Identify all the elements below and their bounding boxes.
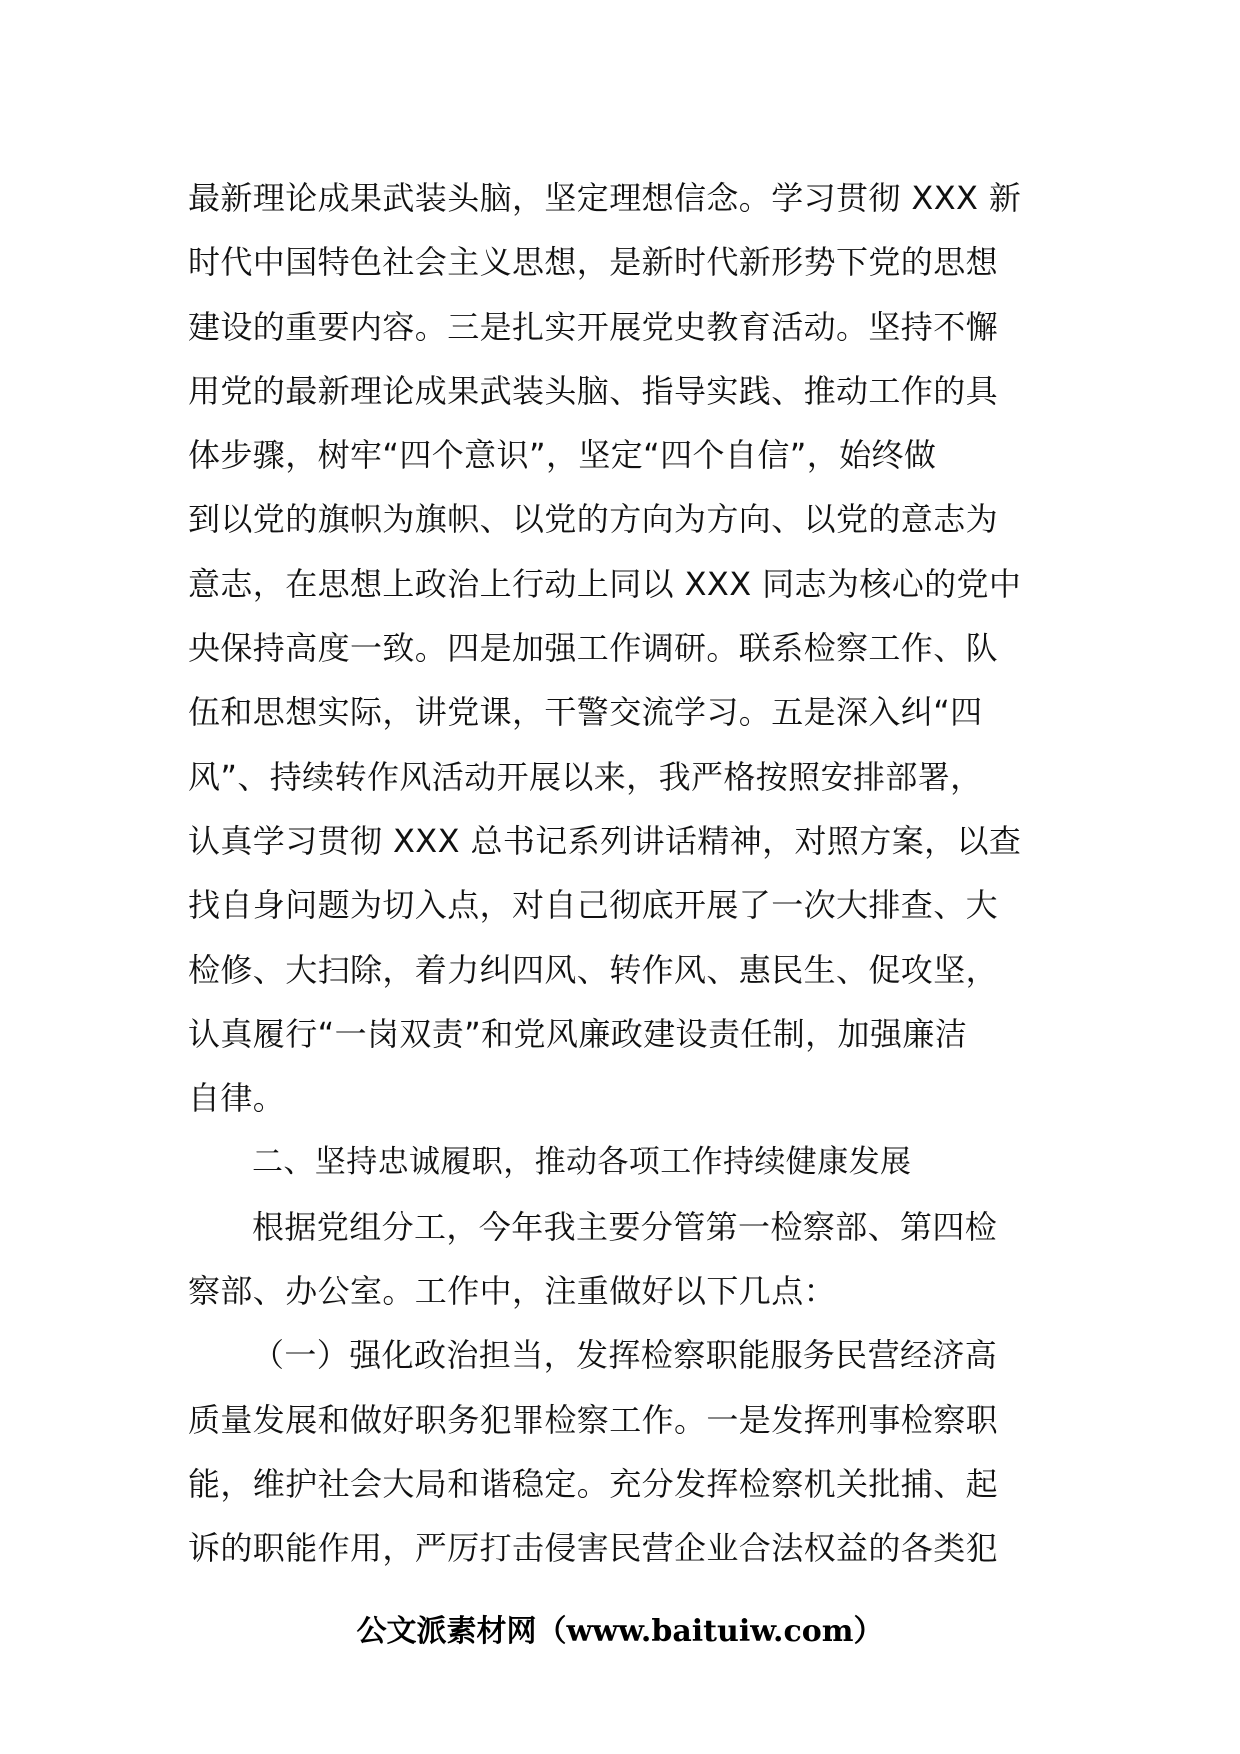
- document-body: [188, 166, 1058, 1581]
- text-line: 根据党组分工，今年我主要分管第一检察部、第四检: [252, 1207, 998, 1246]
- text-line: 找自身问题为切入点，对自己彻底开展了一次大排查、大: [188, 886, 999, 925]
- text-line: 察部、办公室。工作中，注重做好以下几点：: [188, 1272, 837, 1311]
- text-line: 最新理论成果武装头脑，坚定理想信念。学习贯彻 XXX 新: [188, 179, 1022, 217]
- text-line: 央保持高度一致。四是加强工作调研。联系检察工作、队: [188, 629, 999, 668]
- text-line: 能，维护社会大局和谐稳定。充分发挥检察机关批捕、起: [188, 1464, 999, 1503]
- text-line: 诉的职能作用，严厉打击侵害民营企业合法权益的各类犯: [188, 1529, 999, 1568]
- text-line: 用党的最新理论成果武装头脑、指导实践、推动工作的具: [188, 371, 999, 410]
- text-line: 风”、持续转作风活动开展以来，我严格按照安排部署，: [188, 757, 983, 796]
- text-line: 认真学习贯彻 XXX 总书记系列讲话精神，对照方案，以查: [188, 821, 1022, 860]
- text-line: 意志，在思想上政治上行动上同以 XXX 同志为核心的党中: [188, 564, 1022, 603]
- text-line: （一）强化政治担当，发挥检察职能服务民营经济高: [252, 1336, 998, 1375]
- text-line: 认真履行“一岗双责”和党风廉政建设责任制，加强廉洁: [188, 1014, 968, 1053]
- section-heading: 二、坚持忠诚履职，推动各项工作持续健康发展: [252, 1144, 912, 1181]
- text-line: 到以党的旗帜为旗帜、以党的方向为方向、以党的意志为: [188, 500, 999, 539]
- text-line: 质量发展和做好职务犯罪检察工作。一是发挥刑事检察职: [188, 1400, 999, 1439]
- text-line: 检修、大扫除，着力纠四风、转作风、惠民生、促攻坚，: [188, 950, 999, 989]
- text-line: 时代中国特色社会主义思想，是新时代新形势下党的思想: [188, 243, 999, 282]
- text-line: 伍和思想实际，讲党课，干警交流学习。五是深入纠“四: [188, 693, 983, 732]
- text-line: 建设的重要内容。三是扎实开展党史教育活动。坚持不懈: [188, 307, 999, 346]
- text-line: 体步骤，树牢“四个意识”，坚定“四个自信”，始终做: [188, 436, 937, 475]
- footer-watermark: 公文派素材网（www.baituiw.com）: [356, 1614, 884, 1649]
- text-line: 自律。: [188, 1079, 286, 1118]
